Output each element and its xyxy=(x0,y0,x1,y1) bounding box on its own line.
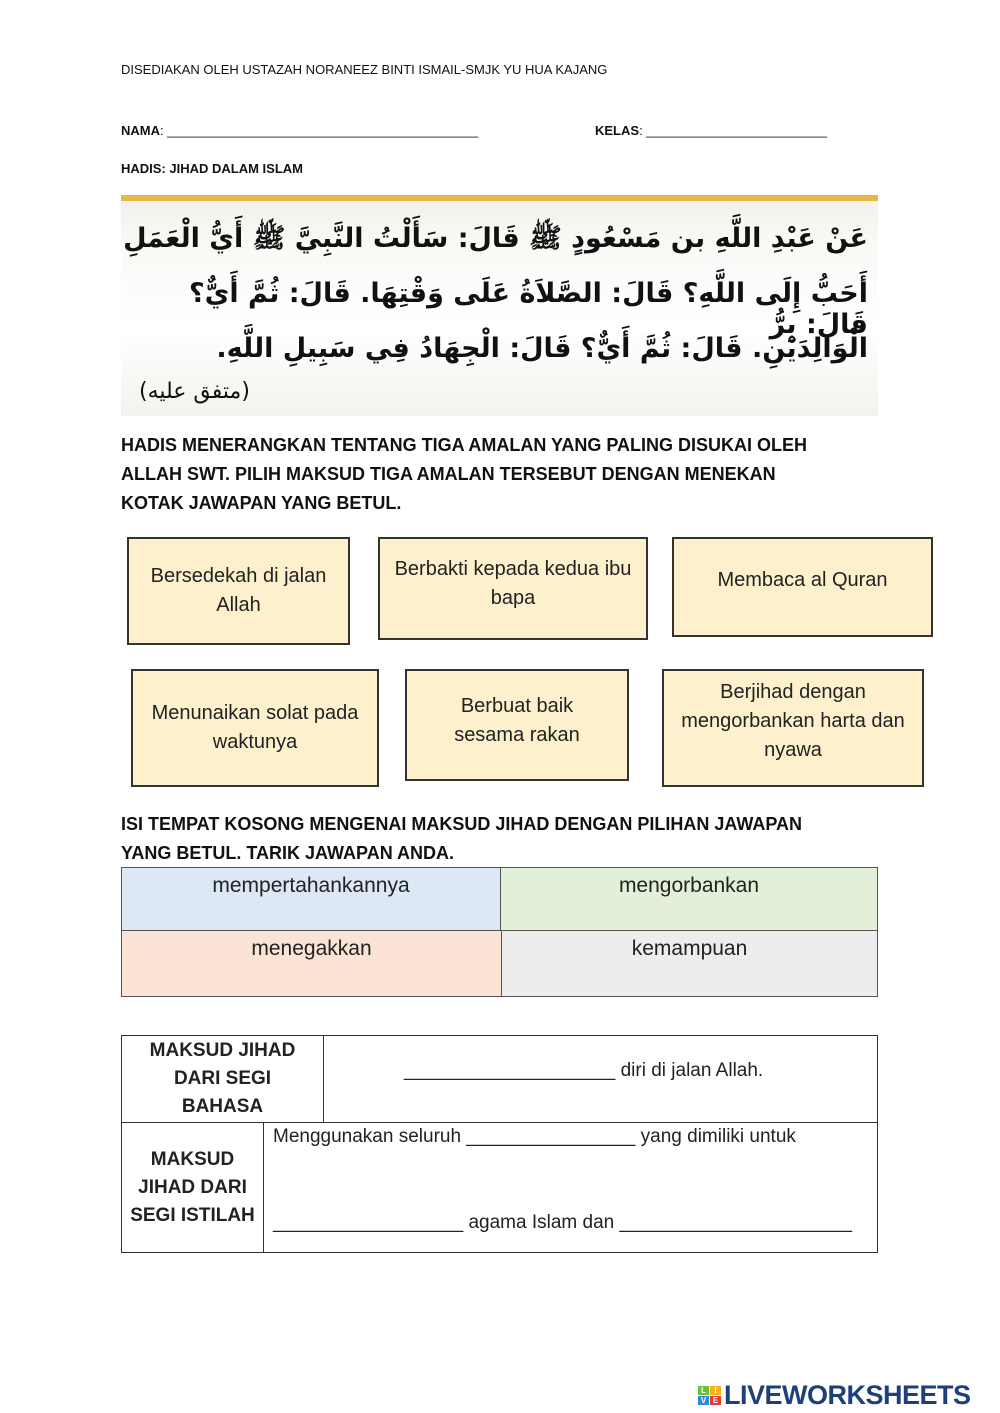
instruction-line: ISI TEMPAT KOSONG MENGENAI MAKSUD JIHAD DENGAN PILIHAN JAWAPAN xyxy=(121,814,803,834)
row2-label: MAKSUD JIHAD DARI SEGI ISTILAH xyxy=(121,1122,264,1253)
hadith-line-2: أَحَبُّ إِلَى اللَّهِ؟ قَالَ: الصَّلاَةُ عَلَى وَقْتِهَا. قَالَ: ثُمَّ أَيٌّ؟ قَالَ: بِرُّ xyxy=(188,278,868,340)
logo-badge-letter: I xyxy=(710,1386,721,1395)
hadith-line-1: عَنْ عَبْدِ اللَّهِ بن مَسْعُودٍ ﷺ قَالَ: سَأَلْتُ النَّبِيَّ ﷺ أَيُّ الْعَمَلِ xyxy=(123,223,868,254)
class-label: KELAS xyxy=(595,123,640,138)
logo-text: LIVEWORKSHEETS xyxy=(724,1380,971,1410)
logo-badge-letter: L xyxy=(698,1386,709,1395)
choice-box[interactable]: Bersedekah di jalan Allah xyxy=(127,537,350,645)
word-bank-item[interactable]: menegakkan xyxy=(121,930,502,997)
hadith-image xyxy=(121,195,878,416)
logo-badge-letter: E xyxy=(710,1396,721,1405)
instruction-line: ALLAH SWT. PILIH MAKSUD TIGA AMALAN TERSEBUT DENGAN MENEKAN xyxy=(121,464,776,484)
hadith-source: (متفق عليه) xyxy=(139,379,250,404)
word-bank-item[interactable]: mengorbankan xyxy=(500,867,878,931)
logo-badge-icon xyxy=(698,1386,721,1405)
row2-line-1[interactable]: Menggunakan seluruh ________________ yang dimiliki untuk xyxy=(273,1126,796,1147)
logo-badge-letter: V xyxy=(698,1396,709,1405)
row1-answer[interactable]: ____________________ diri di jalan Allah. xyxy=(323,1035,878,1123)
class-field[interactable]: : _________________________ xyxy=(639,123,828,138)
liveworksheets-logo xyxy=(698,1380,971,1411)
class-row xyxy=(595,123,827,138)
topic-title: HADIS: JIHAD DALAM ISLAM xyxy=(121,161,303,176)
word-bank-item[interactable]: kemampuan xyxy=(501,930,878,997)
name-row xyxy=(121,123,478,138)
row2-line-2[interactable]: __________________ agama Islam dan ______________________ xyxy=(273,1212,852,1233)
instruction-2 xyxy=(121,810,802,868)
choice-box[interactable]: Berbuat baik sesama rakan xyxy=(405,669,629,781)
instruction-line: YANG BETUL. TARIK JAWAPAN ANDA. xyxy=(121,843,455,863)
row1-label: MAKSUD JIHAD DARI SEGI BAHASA xyxy=(121,1035,324,1123)
hadith-line-3: الْوَالِدَيْنِ. قَالَ: ثُمَّ أَيٌّ؟ قَالَ: الْجِهَادُ فِي سَبِيلِ اللَّهِ. xyxy=(216,333,868,364)
word-bank-item[interactable]: mempertahankannya xyxy=(121,867,501,931)
prepared-by: DISEDIAKAN OLEH USTAZAH NORANEEZ BINTI ISMAIL-SMJK YU HUA KAJANG xyxy=(121,62,608,77)
choice-box[interactable]: Membaca al Quran xyxy=(672,537,933,637)
choice-box[interactable]: Berbakti kepada kedua ibu bapa xyxy=(378,537,648,640)
name-field[interactable]: : ___________________________________________ xyxy=(160,123,479,138)
instruction-line: KOTAK JAWAPAN YANG BETUL. xyxy=(121,493,402,513)
row2-answer[interactable] xyxy=(263,1122,878,1253)
choice-box[interactable]: Menunaikan solat pada waktunya xyxy=(131,669,379,787)
instruction-1 xyxy=(121,431,807,518)
name-label: NAMA xyxy=(121,123,160,138)
choice-box[interactable]: Berjihad dengan mengorbankan harta dan nyawa xyxy=(662,669,924,787)
instruction-line: HADIS MENERANGKAN TENTANG TIGA AMALAN YANG PALING DISUKAI OLEH xyxy=(121,435,808,455)
